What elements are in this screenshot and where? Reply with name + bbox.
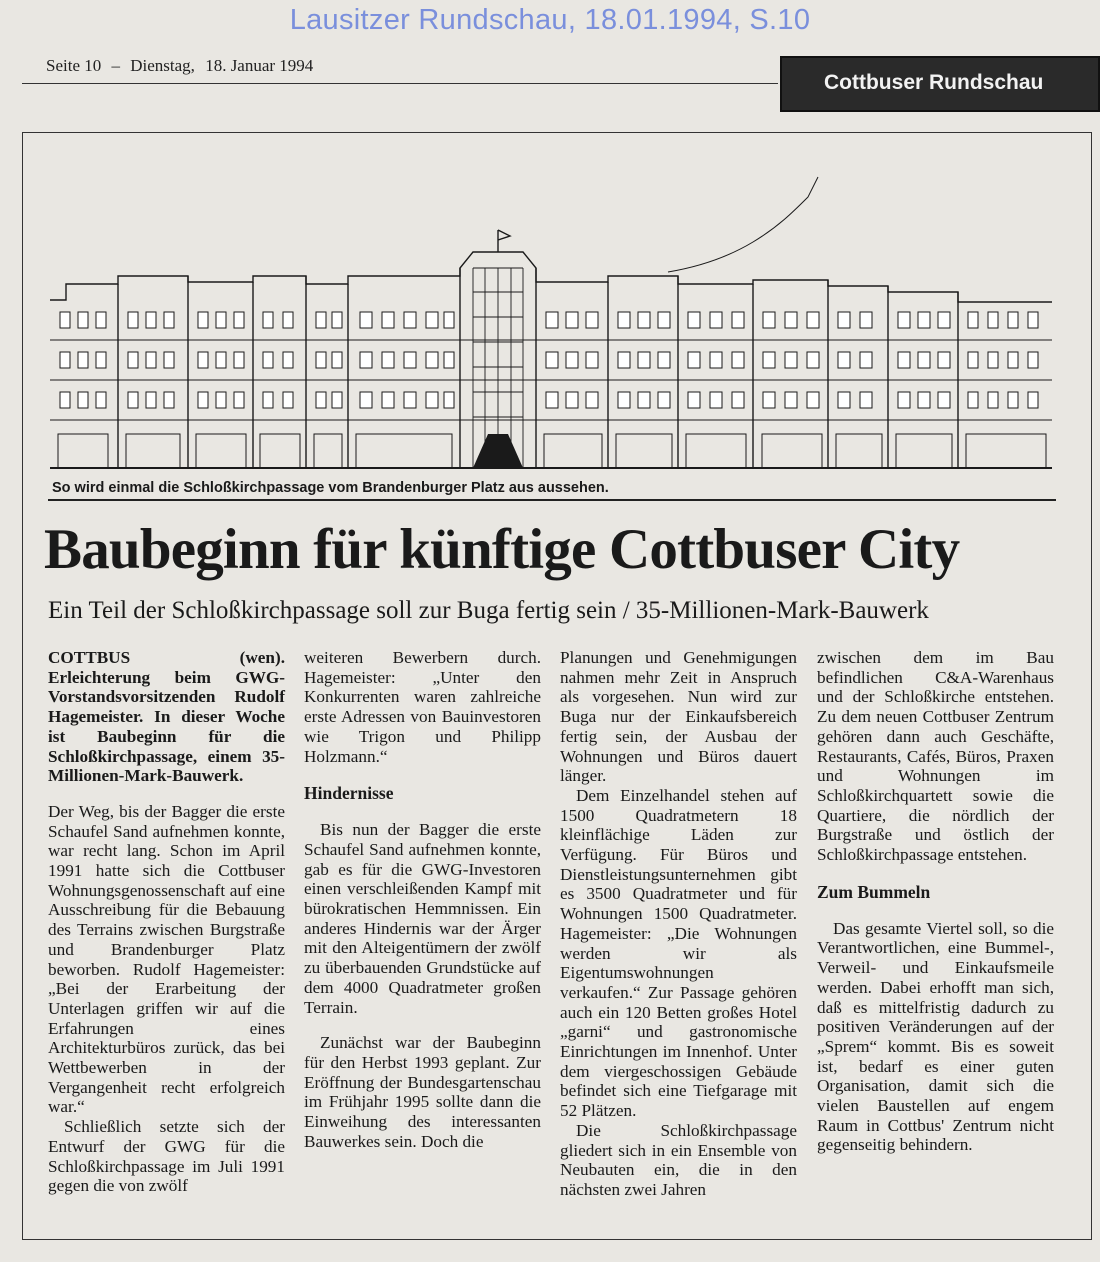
image-caption: So wird einmal die Schloßkirchpassage vom Brandenburger Platz aus aussehen. xyxy=(52,480,609,496)
caption-rule xyxy=(48,499,1056,501)
subheading: Zum Bummeln xyxy=(817,881,931,902)
page-number: Seite 10 xyxy=(46,56,102,75)
body-paragraph: zwischen dem im Bau befindlichen C&A-Warenhaus und der Schloßkirche entstehen. Zu dem neuen Cottbuser Zentrum gehören dann auch Geschäfte, Restaurants, Cafés, Büros, Praxen und Wohnungen im Schloßkirchquartett sowie die Quartiere, die nördlich der Burgstraße und östlich der Schloßkirchpassage entstehen. xyxy=(817,648,1054,865)
body-paragraph: weiteren Bewerbern durch. Hagemeister: „Unter den Konkurrenten waren zahlreiche erste Adressen von Bauinvestoren wie Trigon und Philipp Holzmann.“ xyxy=(304,648,541,766)
body-paragraph: Der Weg, bis der Bagger die erste Schaufel Sand aufnehmen konnte, war recht lang. Schon im April 1991 hatte sich die Cottbuser Wohnungsgenossenschaft auf eine Ausschreibung für die Bebauung des Terrains zwischen Burgstraße und Brandenburger Platz beworben. Rudolf Hagemeister: „Bei der Erarbeitung der Unterlagen griffen wir auf die Erfahrungen eines Architekturbüros zurück, das bei Wettbewerben in der Vergangenheit recht erfolgreich war.“ xyxy=(48,801,285,1117)
architectural-drawing xyxy=(48,172,1056,478)
body-paragraph: Dem Einzelhandel stehen auf 1500 Quadratmetern 18 kleinflächige Läden zur Verfügung. Für Büros und Dienstleistungsunternehmen gibt es 3500 Quadratmeter und für Wohnungen 1500 Quadratmeter. Hagemeister: „Die Wohnungen werden wir als Eigentumswohnungen verkaufen.“ Zur Passage gehören auch ein 120 Betten großes Hotel „garni“ und gastronomische Einrichtungen im Innenhof. Unter dem viergeschossigen Gebäude befindet sich eine Tiefgarage mit 52 Plätzen. xyxy=(560,785,797,1121)
body-paragraph: Bis nun der Bagger die erste Schaufel Sand aufnehmen konnte, gab es für die GWG-Investoren einen verschleißenden Kampf mit bürokratischen Hemmnissen. Ein anderes Hindernis war der Ärger mit den Alteigentümern der zwölf zu überbauenden Grundstücke auf dem 4000 Quadratmeter großen Terrain. xyxy=(304,820,541,1017)
body-paragraph: Zunächst war der Baubeginn für den Herbst 1993 geplant. Zur Eröffnung der Bundesgartenschau im Frühjahr 1995 sollte dann die Einweihung des interessanten Bauwerkes sein. Doch die xyxy=(304,1033,541,1151)
article-column-3 xyxy=(560,648,797,1200)
weekday: Dienstag, xyxy=(130,56,195,75)
lead-paragraph: COTTBUS (wen). Erleichterung beim GWG-Vorstandsvorsitzenden Rudolf Hagemeister. In dieser Woche ist Baubeginn für die Schloßkirchpassage, einem 35-Millionen-Mark-Bauwerk. xyxy=(48,648,285,786)
body-paragraph: Schließlich setzte sich der Entwurf der GWG für die Schloßkirchpassage im Juli 1991 gegen die von zwölf xyxy=(48,1117,285,1196)
article-column-4 xyxy=(817,648,1054,1155)
article-column-2 xyxy=(304,648,541,1151)
body-paragraph: Planungen und Genehmigungen nahmen mehr Zeit in Anspruch als vorgesehen. Nun wird zur Buga nur der Einkaufsbereich fertig sein, der Ausbau der Wohnungen und Büros dauert länger. xyxy=(560,648,797,786)
subheadline: Ein Teil der Schloßkirchpassage soll zur Buga fertig sein / 35-Millionen-Mark-Bauwerk xyxy=(48,597,929,624)
section-name: Cottbuser Rundschau xyxy=(824,71,1044,94)
issue-date: 18. Januar 1994 xyxy=(205,56,314,75)
header-dash: – xyxy=(111,56,120,75)
archive-source-label: Lausitzer Rundschau, 18.01.1994, S.10 xyxy=(289,4,811,36)
subheading: Hindernisse xyxy=(304,783,394,804)
page-header xyxy=(46,56,319,76)
headline: Baubeginn für künftige Cottbuser City xyxy=(44,518,960,581)
body-paragraph: Das gesamte Viertel soll, so die Verantwortlichen, eine Bummel-, Verweil- und Einkaufsmeile werden. Dabei erhofft man sich, daß es mittelfristig dadurch zu positiven Veränderungen auf der „Sprem“ kommt. Bis es soweit ist, bedarf es einer guten Organisation, damit sich die vielen Baustellen auf engem Raum in Cottbus' Zentrum nicht gegenseitig behindern. xyxy=(817,918,1054,1155)
body-paragraph: Die Schloßkirchpassage gliedert sich in ein Ensemble von Neubauten ein, die in den nächsten zwei Jahren xyxy=(560,1120,797,1199)
section-badge xyxy=(780,56,1100,112)
header-rule xyxy=(22,83,778,84)
article-column-1 xyxy=(48,648,285,1196)
